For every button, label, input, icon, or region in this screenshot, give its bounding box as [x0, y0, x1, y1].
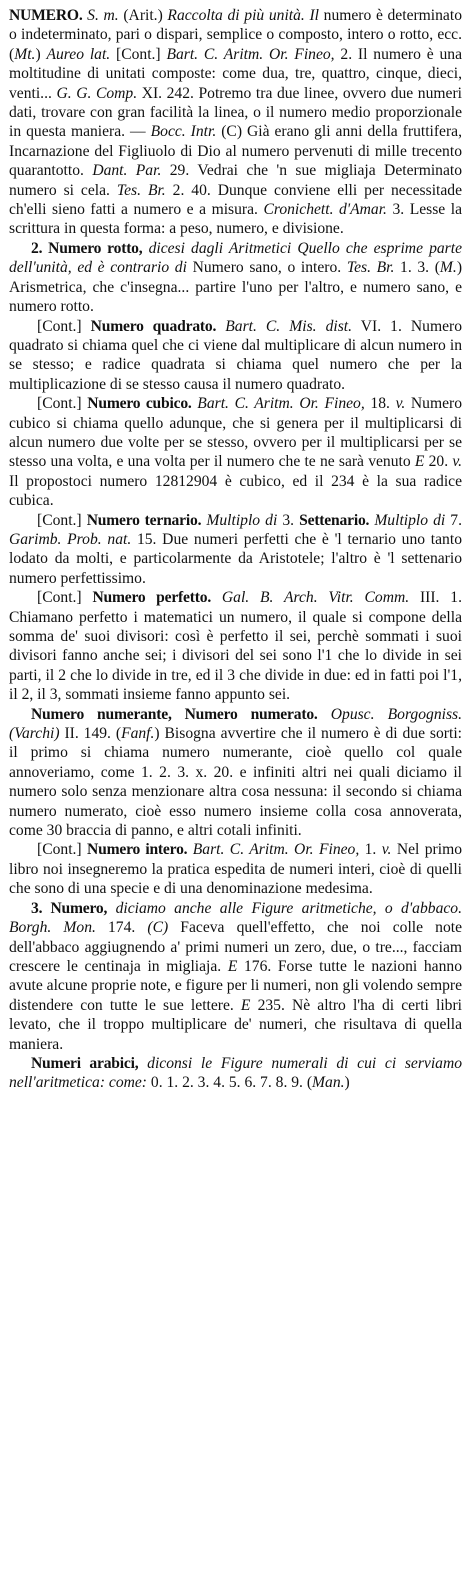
entry-text-segment: dicesi dagli Aritmetici Quello che esprime parte dell'unità, ed è contrario di [9, 239, 462, 277]
entry-numero-rotto [9, 239, 462, 317]
entry-text-segment: numero è determinato o indeterminato, pari o dispari, semplice o composto, intero o rotto, ecc. ( [9, 7, 462, 63]
entry-text-segment: [Cont.] [37, 841, 88, 859]
entry-text-segment: XI. 242. Potremo tra due linee, ovvero due numeri dati, trovare con gran facilità la linea, o il numero medio proporzionale in questa maniera. — [9, 84, 462, 141]
entry-numero-numerante [9, 705, 462, 841]
entry-text-segment: 235. Nè altro l'ha di certi libri levato, che il troppo multiplicare de' numeri, che risultava di quella maniera. [9, 996, 462, 1053]
entry-text-segment: Bocc. Intr. [150, 123, 217, 141]
entry-text-segment: ) Bisogna avvertire che il numero è di due sorti: il primo si chiama numero numerante, cioè quello col quale annoveriamo, come 1. 2. 3. x. 20. e infiniti altri nei quali diciamo il numero solo senza menzionare altra cosa nessuna: il secondo si chiama numero numerato, cioè esso numero insieme colla cosa annoverata, come 30 braccia di panno, e altri cotali infiniti. [9, 725, 462, 840]
entry-text-segment: Aureo lat. [46, 45, 111, 63]
entry-text-segment: diciamo anche alle Figure aritmetiche, o d'abbaco. Borgh. Mon. [9, 899, 462, 937]
entry-text-segment: Numero numerante, Numero numerato. [31, 705, 318, 723]
entry-text-segment: Il propostoci numero 12812904 è cubico, ed il 234 è la sua radice cubica. [9, 472, 462, 510]
entry-text-segment: Bart. C. Aritm. Or. Fineo, [166, 45, 335, 63]
entry-text-segment: [Cont.] [37, 511, 87, 529]
entry-text-segment: Opusc. Borgogniss. (Varchi) [9, 705, 462, 743]
entry-text-segment: Multiplo di [369, 511, 446, 529]
entry-text-segment: 2. Numero rotto, [31, 239, 143, 257]
entry-text-segment: NUMERO. [9, 7, 83, 24]
entry-text-segment: [Cont.] [37, 395, 88, 413]
entry-text-segment: (C) [147, 919, 169, 937]
entry-numeri-arabici [9, 1054, 462, 1093]
entry-text-segment: Multiplo di [201, 511, 278, 529]
entry-text-segment: 174. [95, 919, 148, 937]
entry-text-segment: Bart. C. Aritm. Or. Fineo, [187, 841, 360, 859]
entry-text-segment: Dant. Par. [92, 162, 162, 180]
entry-text-segment: 7. [445, 511, 462, 529]
entry-text-segment: Settenario. [299, 511, 370, 529]
entry-text-segment: E [414, 453, 425, 471]
entry-text-segment: Cronichett. d'Amar. [263, 201, 387, 219]
entry-text-segment: G. G. Comp. [56, 84, 138, 102]
entry-numero-ternario [9, 511, 462, 589]
entry-text-segment: 29. Vedrai che 'n sue migliaja Determinato numero si cela. [9, 162, 462, 199]
entry-text-segment: III. 1. Chiamano perfetto i matematici un numero, il quale si compone della somma de' suoi divisori: così è perfetto il sei, perchè sommati i suoi divisori fanno anche sei; i divisori del sei sono l'1 che lo divide in sei parti, il 2 che lo divide in tre, ed il 3 che divide in due: ed in fatti poi l'1, il 2, il 3, sommati insieme fanno appunto sei. [9, 589, 462, 704]
entry-text-segment: E [227, 957, 238, 975]
entry-text-segment: Gal. B. Arch. Vitr. Comm. [211, 589, 410, 607]
entry-text-segment: Numero quadrato. [90, 317, 217, 335]
entry-text-segment: [Cont.] [37, 317, 91, 335]
entry-text-segment: Garimb. Prob. nat. [9, 530, 132, 548]
entry-text-segment: VI. 1. Numero quadrato si chiama quel che ci viene dal multiplicare di alcun numero in se stesso; e radice quadrata si chiama quel numero che per la multiplicazione di se stesso causa il numero quadrato. [9, 317, 463, 393]
entry-numero [9, 6, 462, 239]
entry-text-segment: Numero intero. [87, 841, 188, 859]
entry-text-segment: II. 149. ( [59, 725, 122, 743]
entry-text-segment: Numero cubico. [87, 395, 192, 413]
entry-text-segment: 15. Due numeri perfetti che è 'l ternario uno tanto lodato da molti, e particolarmente da Aristotele; l'altro è 'l settenario numero perfettissimo. [9, 530, 462, 587]
entry-text-segment: Nel primo libro noi insegneremo la pratica espedita de numeri interi, cioè di quelli che sono di una specie e di una denominazione medesima. [9, 841, 462, 898]
entry-numero-cubico [9, 394, 462, 510]
entry-text-segment: ) [35, 45, 47, 63]
entry-text-segment: v. [452, 453, 462, 471]
entry-text-segment: S. m. [82, 7, 124, 24]
entry-text-segment: [Cont.] [110, 45, 167, 63]
entry-text-segment: 2. 40. Dunque conviene elli per necessitade ch'elli sieno fatti a numero e a misura. [9, 181, 462, 219]
entry-numero-figure [9, 899, 462, 1054]
entry-text-segment: 2. Il numero è una moltitudine di unitati composte: come dua, tre, quattro, cinque, dieci, venti... [9, 45, 462, 102]
entry-text-segment: v. [381, 841, 392, 859]
entry-text-segment: 1. 3. ( [394, 259, 440, 277]
entry-text-segment: M. [439, 259, 457, 277]
entry-text-segment: Tes. Br. [346, 259, 395, 277]
entry-text-segment: ) Arismetrica, che c'insegna... partire l'uno per l'altro, e numero sano, e numero rotto. [9, 259, 463, 316]
entry-text-segment: E [240, 996, 251, 1014]
entry-text-segment: 0. 1. 2. 3. 4. 5. 6. 7. 8. 9. ( [147, 1074, 313, 1092]
entry-text-segment: Faceva quell'effetto, che noi colle note dell'abbaco aggiugnendo a' primi numeri un zero, due, o tre..., facciam crescere le centinaja in migliaja. [9, 919, 463, 975]
entry-text-segment: Numero ternario. [86, 511, 202, 529]
entry-text-segment: 20. [424, 453, 453, 471]
entry-text-segment: Numero sano, o intero. [186, 259, 347, 277]
entry-text-segment: Numero cubico si chiama quello adunque, che si genera per il multiplicarsi di alcun numero due volte per se stesso, ovvero per il multiplicarsi per se stesso una volta, e una volta per il numero che te ne sarà venuto [9, 395, 462, 471]
entry-text-segment: Fanf. [121, 725, 155, 743]
entry-numero-quadrato [9, 317, 462, 395]
entry-text-segment: 3. Numero, [31, 899, 108, 917]
entry-numero-perfetto [9, 588, 462, 704]
entry-text-segment: 176. Forse tutte le nazioni hanno avute alcune proprie note, e figure per li numeri, non gli volendo sempre distendere con tutte le sue lettere. [9, 957, 462, 1014]
entry-text-segment: Tes. Br. [116, 181, 166, 199]
entry-numero-intero [9, 840, 462, 898]
entry-text-segment: 18. [364, 395, 396, 413]
entry-text-segment: Numeri arabici, [31, 1054, 139, 1072]
entry-text-segment: 3. [277, 511, 300, 529]
entry-text-segment: Bart. C. Mis. dist. [216, 317, 353, 335]
entry-text-segment: 1. [359, 841, 382, 859]
entry-text-segment: 3. Lesse la scrittura in questa forma: a peso, numero, e divisione. [9, 201, 463, 238]
entry-text-segment: Numero perfetto. [92, 589, 212, 607]
entry-text-segment: [Cont.] [37, 589, 93, 607]
entry-text-segment: (Arit.) [123, 7, 168, 24]
entry-text-segment: (C) Già erano gli anni della fruttifera, Incarnazione del Figliuolo di Dio al numero pervenuti di mille trecento quarantotto. [9, 123, 462, 180]
entry-text-segment: Mt. [14, 45, 36, 63]
entry-text-segment: Bart. C. Aritm. Or. Fineo, [191, 395, 365, 413]
entry-text-segment: diconsi le Figure numerali di cui ci serviamo nell'aritmetica: come: [9, 1054, 463, 1092]
entry-text-segment: Man. [312, 1074, 345, 1092]
entry-text-segment: ) [344, 1074, 350, 1092]
entry-text-segment: Raccolta di più unità. Il [167, 7, 319, 24]
entry-text-segment: v. [395, 395, 406, 413]
